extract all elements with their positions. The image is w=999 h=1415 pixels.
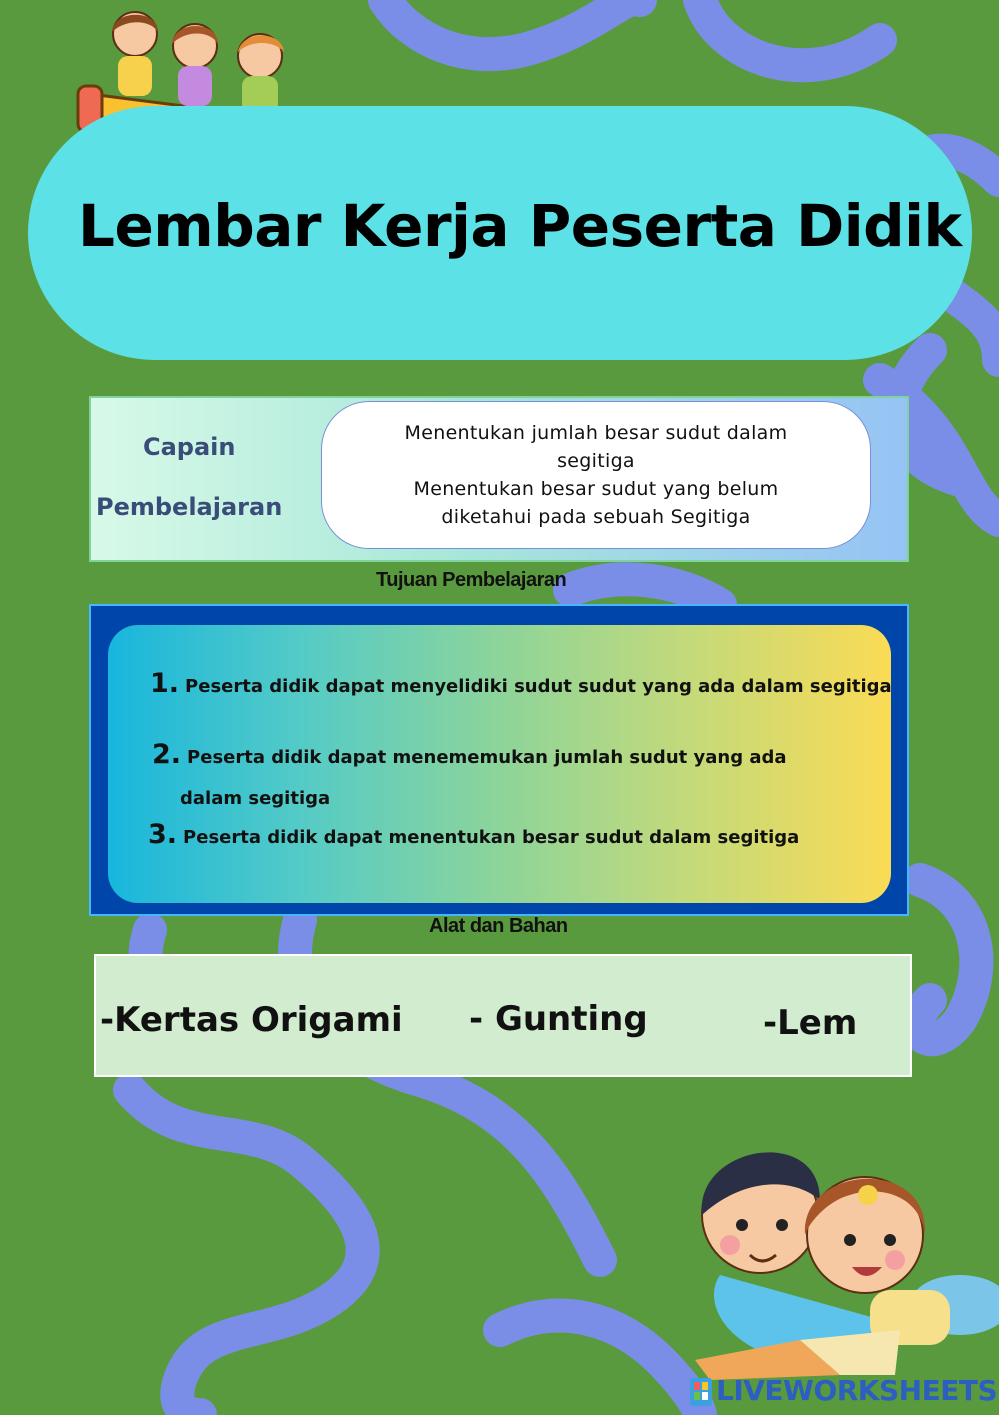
capaian-label-line2: Pembelajaran xyxy=(96,493,283,521)
capaian-line: segitiga xyxy=(557,450,635,472)
capaian-line: Menentukan besar sudut yang belum xyxy=(413,478,779,500)
goal-item-2 xyxy=(152,739,787,770)
capaian-label-line1: Capain xyxy=(143,433,236,461)
goal-number: 2. xyxy=(152,739,182,770)
capaian-line: Menentukan jumlah besar sudut dalam xyxy=(404,422,788,444)
page-title: Lembar Kerja Peserta Didik xyxy=(78,192,962,260)
alat-item-lem: -Lem xyxy=(763,1003,858,1043)
goal-number: 3. xyxy=(148,819,178,850)
goal-item-2-continuation: dalam segitiga xyxy=(180,788,331,809)
alat-item-kertas-origami: -Kertas Origami xyxy=(100,1000,403,1040)
goal-item-1 xyxy=(150,668,892,699)
reading-kids-illustration xyxy=(690,1125,999,1380)
goal-text: Peserta didik dapat menentukan besar sudut dalam segitiga xyxy=(183,827,800,848)
watermark-text: LIVEWORKSHEETS xyxy=(716,1374,998,1407)
goal-number: 1. xyxy=(150,668,180,699)
goal-item-3 xyxy=(148,819,799,850)
alat-heading: Alat dan Bahan xyxy=(429,915,568,937)
goal-text: Peserta didik dapat menyelidiki sudut sudut yang ada dalam segitiga xyxy=(185,676,892,697)
tujuan-heading: Tujuan Pembelajaran xyxy=(376,569,567,591)
capaian-content xyxy=(321,401,871,549)
alat-item-gunting: - Gunting xyxy=(469,999,648,1039)
goal-text: Peserta didik dapat menememukan jumlah sudut yang ada xyxy=(187,747,787,768)
capaian-line: diketahui pada sebuah Segitiga xyxy=(441,506,751,528)
